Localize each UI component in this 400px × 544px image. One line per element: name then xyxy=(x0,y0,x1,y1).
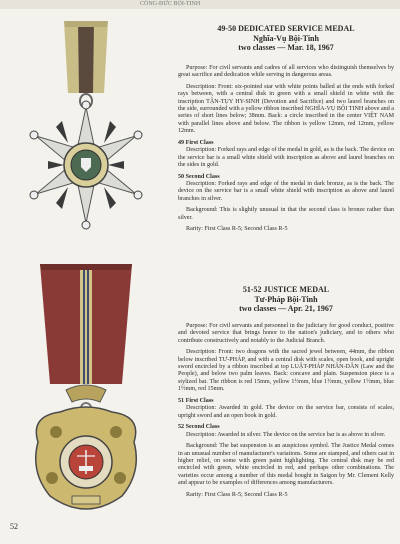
bat-suspension xyxy=(66,385,106,402)
ribbon xyxy=(64,21,108,93)
first-class-text: Description: Awarded in gold. The device on the service bar, consists of scales, upright sword and an open book in gold. xyxy=(178,405,394,419)
first-class-text: Description: Forked rays and edge of the medal in gold, as is the back. The device on the service bar is a small white shield with inscription as above and laurel branches on the sides in gold. xyxy=(178,147,394,169)
second-class-text: Description: Forked rays and edge of the medal in dark bronze, as is the back. The device on the service bar is a small white shield with inscription as above and laurel branches in silver. xyxy=(178,181,394,202)
section-justice-medal xyxy=(178,285,394,503)
background-text: Background: This is slightly unusual in that the second class is bronze rather than silver. xyxy=(178,207,394,221)
description-text: Description: Front: six-pointed star with white points balled at the ends with forked rays between, with a central disk in green with a small shield in white with the inscription TẬN-TỤY HY-SINH (Devotion and Sacrifice) and two laurel branches on the side, surrounded with a yellow ribbon inscribed NGHĨA-VỤ BỘI TINH above and a series of short lines below; 38mm. Back: a circle inscribed in the center VIỆT NAM with parallel lines above and below. The ribbon is yellow 12mm, red 12mm, yellow 12mm. xyxy=(178,83,394,135)
second-class-text: Description: Awarded in silver. The device on the service bar is as above in silver. xyxy=(186,431,386,438)
section-title: 51-52 JUSTICE MEDAL xyxy=(242,285,330,294)
second-class-heading: 50 Second Class xyxy=(178,173,220,180)
rarity-text: Rarity: First Class R-5; Second Class R-5 xyxy=(186,491,288,498)
section-classes: two classes — Mar. 18, 1967 xyxy=(238,43,334,53)
dedicated-service-medal-photo xyxy=(4,15,168,255)
purpose-text: Purpose: For civil servants and cadres of all services who distinguish themselves by great sacrifice and dedication while serving in dangerous areas. xyxy=(178,64,394,79)
second-class-heading: 52 Second Class xyxy=(178,424,220,431)
top-cropped-header: CÔNG-ĐỨC BỘI-TINH xyxy=(0,0,400,9)
section-viet-name: Nghĩa-Vụ Bội-Tinh xyxy=(253,33,319,43)
medal-body xyxy=(36,407,137,509)
section-dedicated-service-medal xyxy=(178,24,394,238)
section-classes: two classes — Apr. 21, 1967 xyxy=(239,304,333,314)
first-class-heading: 49 First Class xyxy=(178,139,214,146)
first-class-heading: 51 First Class xyxy=(178,397,214,404)
description-text: Description: Front: two dragons with the sacred jewel between, 44mm, the ribbon below inscribed TƯ-PHÁP, and with a central disk with scales, open book, and upright sword encircled by a ribbon inscribed at top LUẬT-PHÁP NHÂN-DÂN (Law and the People), and below two palm leaves. Back: concave and plain. Suspension piece is a stylized bat. The ribbon is red 15mm, yellow 1½mm, blue 1½mm, yellow 1½mm, blue 1½mm, red 15mm. xyxy=(178,349,394,393)
section-viet-name: Tư-Pháp Bội-Tinh xyxy=(254,294,318,304)
justice-medal-photo xyxy=(4,262,168,530)
rarity-text: Rarity: First Class R-5; Second Class R-5 xyxy=(186,226,288,233)
page-number: 52 xyxy=(10,522,18,531)
background-text: Background: The bat suspension is an auspicious symbol. The Justice Medal comes in an unusual number of manufacturer's variations. Some are stamped, and others cast in higher relief, on some with green paint highlighting. The central disk may be red encircled with green, white encircled in red, and perhaps other combinations. The varieties occur among a number of this medal bought in Saigon by Mr. Clement Kelly and appear to be examples of differences among manufacturers. xyxy=(178,443,394,487)
purpose-text: Purpose: For civil servants and personnel in the judiciary for good conduct, positive and devoted service that brings honor to the nation's judiciary, and to others who contribute constructively and notably to the Judicial Branch. xyxy=(178,322,394,344)
section-title: 49-50 DEDICATED SERVICE MEDAL xyxy=(217,24,355,33)
ribbon xyxy=(40,264,132,384)
